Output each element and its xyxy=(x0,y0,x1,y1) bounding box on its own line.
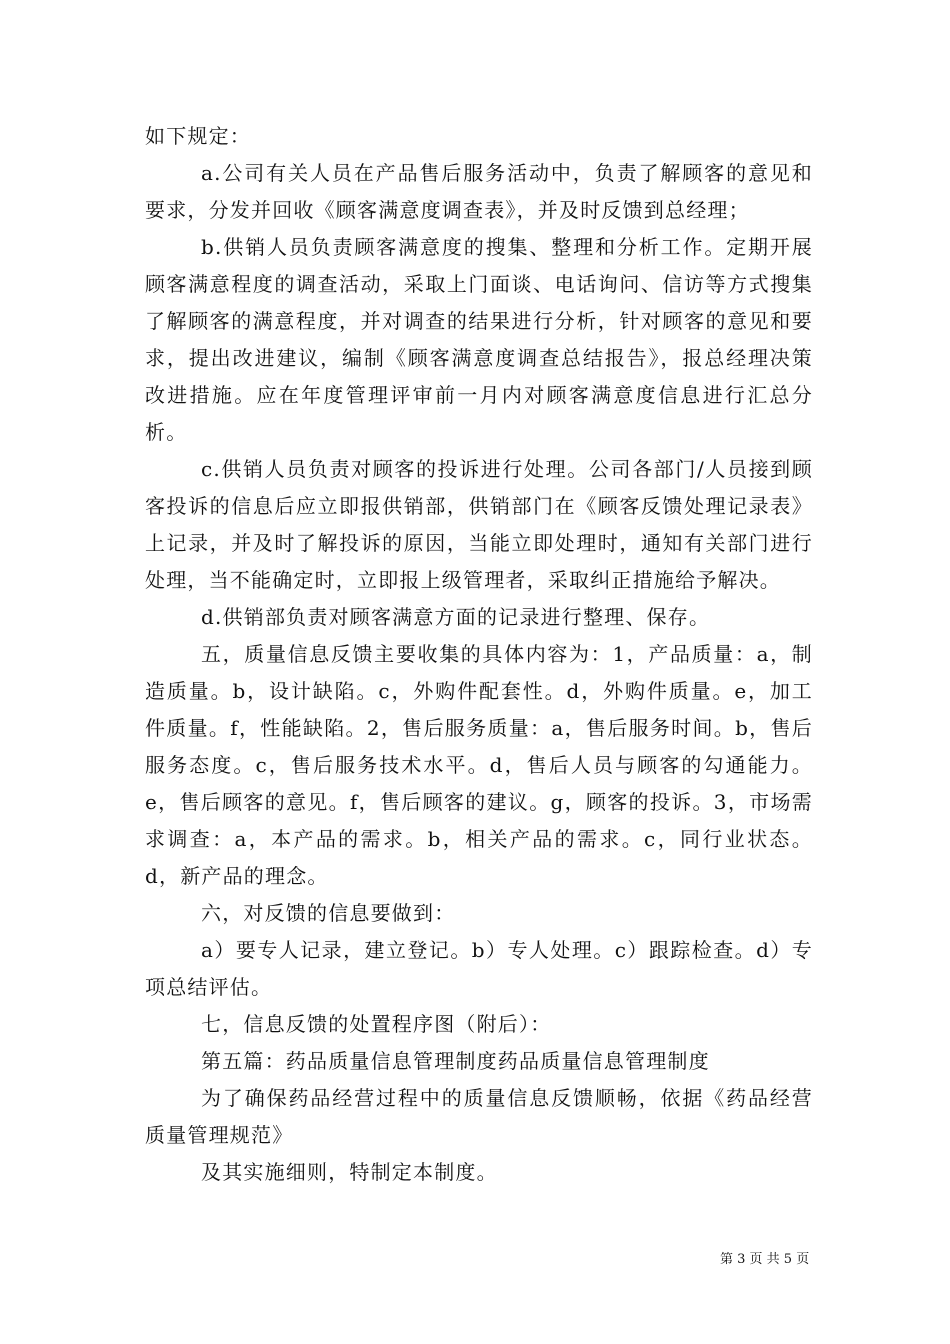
paragraph-purpose: 为了确保药品经营过程中的质量信息反馈顺畅，依据《药品经营质量管理规范》 xyxy=(145,1086,813,1147)
document-body xyxy=(145,118,813,1191)
paragraph-section-six: 六，对反馈的信息要做到： xyxy=(201,901,456,925)
paragraph-closing: 及其实施细则，特制定本制度。 xyxy=(201,1160,498,1184)
paragraph-six-items: a）要专人记录，建立登记。b）专人处理。c）跟踪检查。d）专项总结评估。 xyxy=(145,938,813,999)
paragraph-item-b: b.供销人员负责顾客满意度的搜集、整理和分析工作。定期开展顾客满意程度的调查活动，采取上门面谈、电话询问、信访等方式搜集了解顾客的满意程度，并对调查的结果进行分析，针对顾客的意见和要求，提出改进建议，编制《顾客满意度调查总结报告》，报总经理决策改进措施。应在年度管理评审前一月内对顾客满意度信息进行汇总分析。 xyxy=(145,235,813,444)
paragraph-intro: 如下规定： xyxy=(145,124,251,148)
paragraph-item-d: d.供销部负责对顾客满意方面的记录进行整理、保存。 xyxy=(201,605,711,629)
paragraph-item-a: a.公司有关人员在产品售后服务活动中，负责了解顾客的意见和要求，分发并回收《顾客满意度调查表》，并及时反馈到总经理； xyxy=(145,161,813,222)
paragraph-item-c: c.供销人员负责对顾客的投诉进行处理。公司各部门/人员接到顾客投诉的信息后应立即报供销部，供销部门在《顾客反馈处理记录表》上记录，并及时了解投诉的原因，当能立即处理时，通知有关部门进行处理，当不能确定时，立即报上级管理者，采取纠正措施给予解决。 xyxy=(145,457,813,592)
page-number-footer: 第 3 页 共 5 页 xyxy=(720,1252,810,1267)
paragraph-section-seven: 七，信息反馈的处置程序图（附后）： xyxy=(201,1012,552,1036)
paragraph-section-five: 五，质量信息反馈主要收集的具体内容为：1，产品质量：a，制造质量。b，设计缺陷。c，外购件配套性。d，外购件质量。e，加工件质量。f，性能缺陷。2，售后服务质量：a，售后服务时间。b，售后服务态度。c，售后服务技术水平。d，售后人员与顾客的勾通能力。e，售后顾客的意见。f，售后顾客的建议。g，顾客的投诉。3，市场需求调查：a，本产品的需求。b，相关产品的需求。c，同行业状态。d，新产品的理念。 xyxy=(145,642,813,888)
paragraph-fifth-article-title: 第五篇：药品质量信息管理制度药品质量信息管理制度 xyxy=(201,1049,710,1073)
